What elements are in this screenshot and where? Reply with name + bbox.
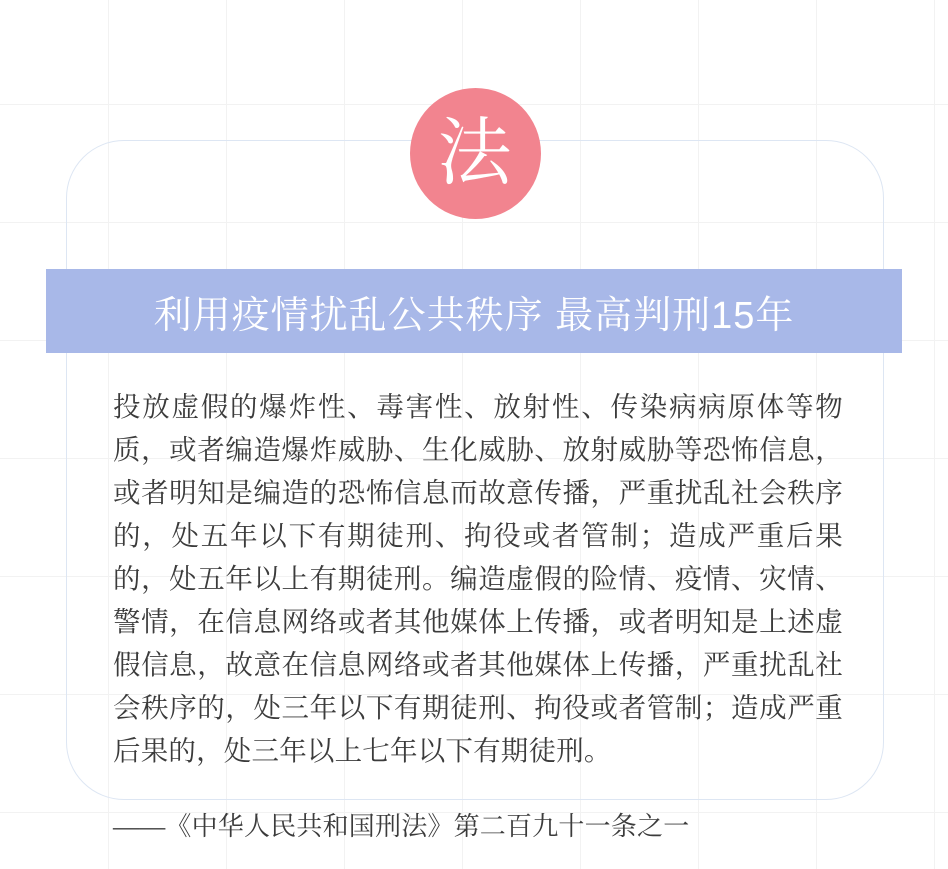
body-paragraph: 投放虚假的爆炸性、毒害性、放射性、传染病病原体等物质，或者编造爆炸威胁、生化威胁、放射威胁等恐怖信息，或者明知是编造的恐怖信息而故意传播，严重扰乱社会秩序的，处五年以下有期徒刑、拘役或者管制；造成严重后果的，处五年以上有期徒刑。编造虚假的险情、疫情、灾情、警情，在信息网络或者其他媒体上传播，或者明知是上述虚假信息，故意在信息网络或者其他媒体上传播，严重扰乱社会秩序的，处三年以下有期徒刑、拘役或者管制；造成严重后果的，处三年以上七年以下有期徒刑。 <box>113 391 843 766</box>
poster-title: 利用疫情扰乱公共秩序 最高判刑15年 <box>153 294 795 337</box>
body-content <box>113 385 843 846</box>
source-citation: ——《中华人民共和国刑法》第二百九十一条之一 <box>113 812 690 841</box>
title-banner <box>46 269 902 353</box>
law-badge-character: 法 <box>437 112 514 195</box>
law-badge <box>410 88 541 219</box>
